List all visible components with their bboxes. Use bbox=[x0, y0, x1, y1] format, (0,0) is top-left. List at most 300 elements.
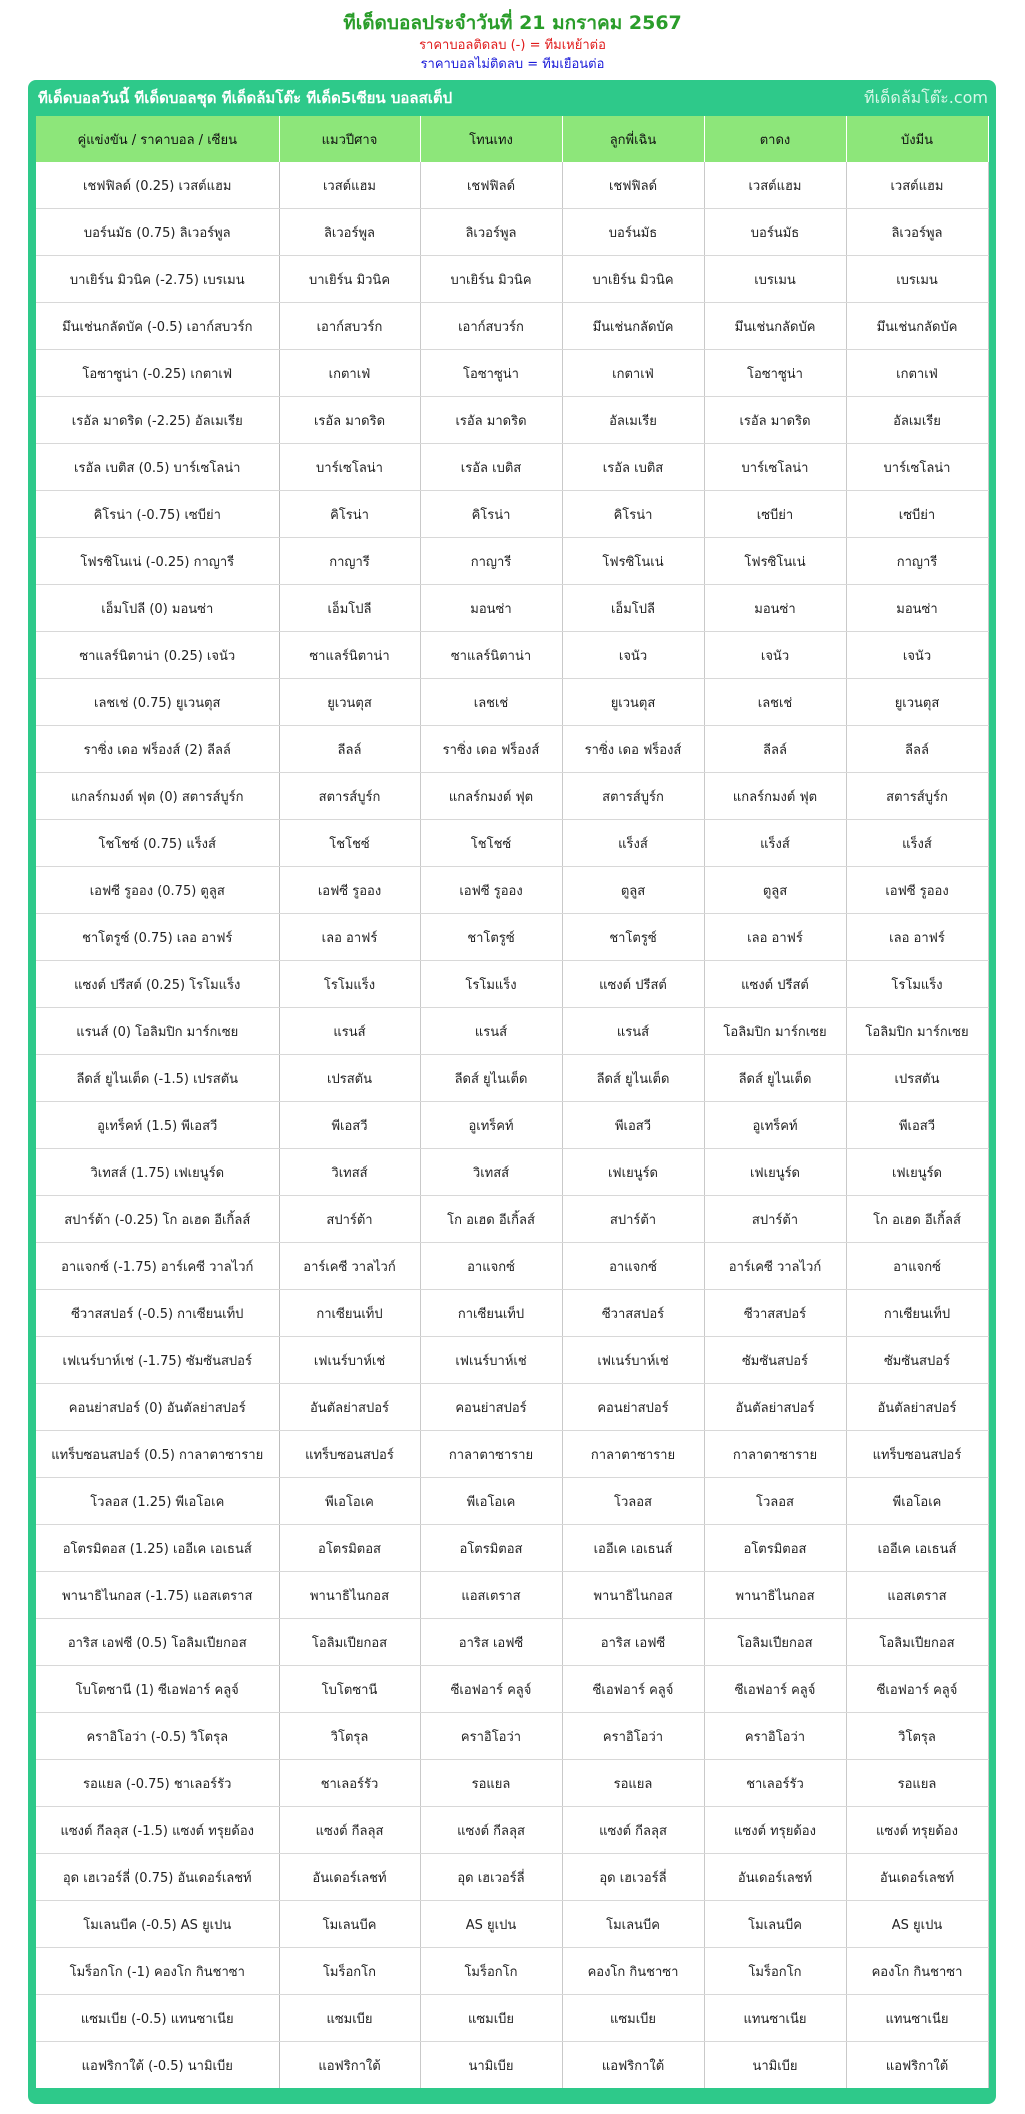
match-cell: แอฟริกาใต้ (-0.5) นามิเบีย bbox=[36, 2042, 279, 2089]
pick-cell: โมเลนบีค bbox=[279, 1901, 420, 1948]
pick-cell: อาร์เคซี วาลไวก์ bbox=[279, 1243, 420, 1290]
match-cell: วิเทสส์ (1.75) เฟเยนูร์ด bbox=[36, 1149, 279, 1196]
pick-cell: พานาธิไนกอส bbox=[279, 1572, 420, 1619]
pick-cell: ซัมซันสปอร์ bbox=[846, 1337, 988, 1384]
table-row bbox=[36, 1760, 988, 1807]
match-cell: เอ็มโปลี (0) มอนซ่า bbox=[36, 585, 279, 632]
pick-cell: ซีวาสสปอร์ bbox=[562, 1290, 704, 1337]
table-row bbox=[36, 1713, 988, 1760]
pick-cell: มอนซ่า bbox=[846, 585, 988, 632]
pick-cell: โมเลนบีค bbox=[562, 1901, 704, 1948]
pick-cell: อัลเมเรีย bbox=[846, 397, 988, 444]
pick-cell: แซงต์ กีลลุส bbox=[420, 1807, 562, 1854]
pick-cell: วิเทสส์ bbox=[279, 1149, 420, 1196]
pick-cell: แกลร์กมงต์ ฟุต bbox=[420, 773, 562, 820]
pick-cell: ยูเวนตุส bbox=[562, 679, 704, 726]
pick-cell: อาแจกซ์ bbox=[846, 1243, 988, 1290]
pick-cell: มึนเช่นกลัดบัค bbox=[846, 303, 988, 350]
pick-cell: เบรเมน bbox=[704, 256, 846, 303]
pick-cell: คราอิโอว่า bbox=[704, 1713, 846, 1760]
pick-cell: อูเทร็คท์ bbox=[420, 1102, 562, 1149]
pick-cell: กาลาตาซาราย bbox=[704, 1431, 846, 1478]
table-row bbox=[36, 1901, 988, 1948]
table-row bbox=[36, 1854, 988, 1901]
pick-cell: เรอัล มาดริด bbox=[704, 397, 846, 444]
match-cell: โบโตซานี (1) ซีเอฟอาร์ คลูจ์ bbox=[36, 1666, 279, 1713]
pick-cell: โชโชซ์ bbox=[279, 820, 420, 867]
pick-cell: เวสต์แฮม bbox=[846, 162, 988, 209]
pick-cell: แซงต์ ทรุยด้อง bbox=[704, 1807, 846, 1854]
match-cell: เอฟซี รูออง (0.75) ตูลูส bbox=[36, 867, 279, 914]
table-row bbox=[36, 726, 988, 773]
table-row bbox=[36, 1102, 988, 1149]
pick-cell: คอนย่าสปอร์ bbox=[562, 1384, 704, 1431]
pick-cell: คองโก กินชาซา bbox=[562, 1948, 704, 1995]
match-cell: เฟเนร์บาห์เช่ (-1.75) ซัมซันสปอร์ bbox=[36, 1337, 279, 1384]
pick-cell: ชาเลอร์รัว bbox=[704, 1760, 846, 1807]
pick-cell: อูเทร็คท์ bbox=[704, 1102, 846, 1149]
table-row bbox=[36, 1478, 988, 1525]
pick-cell: ซีเอฟอาร์ คลูจ์ bbox=[562, 1666, 704, 1713]
pick-cell: ลีลล์ bbox=[846, 726, 988, 773]
match-cell: โมร็อกโก (-1) คองโก กินชาซา bbox=[36, 1948, 279, 1995]
pick-cell: แซงต์ ปรีสต์ bbox=[704, 961, 846, 1008]
pick-cell: วิโตรุล bbox=[846, 1713, 988, 1760]
pick-cell: อโตรมิตอส bbox=[704, 1525, 846, 1572]
page-title: ทีเด็ดบอลประจำวันที่ 21 มกราคม 2567 bbox=[343, 12, 682, 34]
pick-cell: เลอ อาฟร์ bbox=[704, 914, 846, 961]
pick-cell: โรโมแร็ง bbox=[279, 961, 420, 1008]
pick-cell: กาญารี bbox=[846, 538, 988, 585]
pick-cell: โชโชซ์ bbox=[420, 820, 562, 867]
pick-cell: มึนเช่นกลัดบัค bbox=[562, 303, 704, 350]
table-row bbox=[36, 585, 988, 632]
pick-cell: บาร์เซโลน่า bbox=[704, 444, 846, 491]
table-row bbox=[36, 444, 988, 491]
pick-cell: โอซาซูน่า bbox=[704, 350, 846, 397]
tips-panel bbox=[28, 80, 996, 2104]
pick-cell: เรอัล เบติส bbox=[420, 444, 562, 491]
pick-cell: คองโก กินชาซา bbox=[846, 1948, 988, 1995]
match-cell: โมเลนบีค (-0.5) AS ยูเปน bbox=[36, 1901, 279, 1948]
pick-cell: โมร็อกโก bbox=[704, 1948, 846, 1995]
pick-cell: ตูลูส bbox=[562, 867, 704, 914]
pick-cell: แซงต์ ทรุยด้อง bbox=[846, 1807, 988, 1854]
pick-cell: เซบีย่า bbox=[846, 491, 988, 538]
pick-cell: เอาก์สบวร์ก bbox=[420, 303, 562, 350]
match-cell: บอร์นมัธ (0.75) ลิเวอร์พูล bbox=[36, 209, 279, 256]
pick-cell: ลิเวอร์พูล bbox=[420, 209, 562, 256]
pick-cell: ซาแลร์นิตาน่า bbox=[420, 632, 562, 679]
pick-cell: แอฟริกาใต้ bbox=[562, 2042, 704, 2089]
pick-cell: คราอิโอว่า bbox=[562, 1713, 704, 1760]
pick-cell: อาร์เคซี วาลไวก์ bbox=[704, 1243, 846, 1290]
pick-cell: เฟเนร์บาห์เช่ bbox=[562, 1337, 704, 1384]
pick-cell: สตารส์บูร์ก bbox=[279, 773, 420, 820]
table-body bbox=[36, 162, 988, 2088]
pick-cell: ตูลูส bbox=[704, 867, 846, 914]
pick-cell: คิโรน่า bbox=[562, 491, 704, 538]
pick-cell: คอนย่าสปอร์ bbox=[420, 1384, 562, 1431]
pick-cell: เอฟซี รูออง bbox=[279, 867, 420, 914]
pick-cell: พานาธิไนกอส bbox=[704, 1572, 846, 1619]
pick-cell: เฟเยนูร์ด bbox=[846, 1149, 988, 1196]
match-cell: คอนย่าสปอร์ (0) อันตัลย่าสปอร์ bbox=[36, 1384, 279, 1431]
column-header-expert: บังมีน bbox=[846, 116, 988, 162]
pick-cell: ซัมซันสปอร์ bbox=[704, 1337, 846, 1384]
pick-cell: อโตรมิตอส bbox=[420, 1525, 562, 1572]
match-cell: โอซาซูน่า (-0.25) เกตาเฟ่ bbox=[36, 350, 279, 397]
pick-cell: บอร์นมัธ bbox=[562, 209, 704, 256]
pick-cell: โอลิมเปียกอส bbox=[846, 1619, 988, 1666]
pick-cell: ลิเวอร์พูล bbox=[846, 209, 988, 256]
pick-cell: แรนส์ bbox=[279, 1008, 420, 1055]
pick-cell: กาลาตาซาราย bbox=[562, 1431, 704, 1478]
pick-cell: แซมเบีย bbox=[279, 1995, 420, 2042]
pick-cell: ลีดส์ ยูไนเต็ด bbox=[562, 1055, 704, 1102]
pick-cell: เลอ อาฟร์ bbox=[279, 914, 420, 961]
pick-cell: เกตาเฟ่ bbox=[562, 350, 704, 397]
match-cell: เชฟฟิลด์ (0.25) เวสต์แฮม bbox=[36, 162, 279, 209]
pick-cell: โอลิมปิก มาร์กเซย bbox=[704, 1008, 846, 1055]
pick-cell: เกตาเฟ่ bbox=[279, 350, 420, 397]
table-row bbox=[36, 1149, 988, 1196]
pick-cell: ลีดส์ ยูไนเต็ด bbox=[420, 1055, 562, 1102]
pick-cell: นามิเบีย bbox=[704, 2042, 846, 2089]
legend-minus: ราคาบอลติดลบ (-) = ทีมเหย้าต่อ bbox=[419, 38, 606, 53]
pick-cell: เอ็มโปลี bbox=[279, 585, 420, 632]
pick-cell: โอลิมปิก มาร์กเซย bbox=[846, 1008, 988, 1055]
pick-cell: กาเซียนเท็ป bbox=[420, 1290, 562, 1337]
table-row bbox=[36, 1431, 988, 1478]
pick-cell: เชฟฟิลด์ bbox=[562, 162, 704, 209]
pick-cell: แกลร์กมงต์ ฟุต bbox=[704, 773, 846, 820]
match-cell: เลชเช่ (0.75) ยูเวนตุส bbox=[36, 679, 279, 726]
table-row bbox=[36, 350, 988, 397]
match-cell: เรอัล มาดริด (-2.25) อัลเมเรีย bbox=[36, 397, 279, 444]
pick-cell: แอฟริกาใต้ bbox=[279, 2042, 420, 2089]
table-row bbox=[36, 1807, 988, 1854]
match-cell: ซาแลร์นิตาน่า (0.25) เจนัว bbox=[36, 632, 279, 679]
brand-logo: ทีเด็ดล้มโต๊ะ.com bbox=[864, 87, 988, 107]
pick-cell: สตารส์บูร์ก bbox=[846, 773, 988, 820]
column-header-match: คู่แข่งขัน / ราคาบอล / เซียน bbox=[36, 116, 279, 162]
match-cell: ซีวาสสปอร์ (-0.5) กาเซียนเท็ป bbox=[36, 1290, 279, 1337]
pick-cell: แซงต์ กีลลุส bbox=[562, 1807, 704, 1854]
match-cell: อาแจกซ์ (-1.75) อาร์เคซี วาลไวก์ bbox=[36, 1243, 279, 1290]
pick-cell: สตารส์บูร์ก bbox=[562, 773, 704, 820]
pick-cell: ซีเอฟอาร์ คลูจ์ bbox=[420, 1666, 562, 1713]
pick-cell: สปาร์ต้า bbox=[562, 1196, 704, 1243]
pick-cell: บาเยิร์น มิวนิค bbox=[279, 256, 420, 303]
table-row bbox=[36, 867, 988, 914]
pick-cell: เออีเค เอเธนส์ bbox=[846, 1525, 988, 1572]
pick-cell: แร็งส์ bbox=[704, 820, 846, 867]
pick-cell: กาญารี bbox=[279, 538, 420, 585]
pick-cell: โก อเฮด อีเกิ้ลส์ bbox=[846, 1196, 988, 1243]
pick-cell: แทนซาเนีย bbox=[846, 1995, 988, 2042]
pick-cell: ชาโตรูซ์ bbox=[420, 914, 562, 961]
pick-cell: นามิเบีย bbox=[420, 2042, 562, 2089]
pick-cell: ลีดส์ ยูไนเต็ด bbox=[704, 1055, 846, 1102]
pick-cell: เปรสตัน bbox=[279, 1055, 420, 1102]
pick-cell: เบรเมน bbox=[846, 256, 988, 303]
table-row bbox=[36, 1290, 988, 1337]
pick-cell: ซีวาสสปอร์ bbox=[704, 1290, 846, 1337]
page-header bbox=[0, 0, 1025, 74]
pick-cell: ซาแลร์นิตาน่า bbox=[279, 632, 420, 679]
pick-cell: ซีเอฟอาร์ คลูจ์ bbox=[704, 1666, 846, 1713]
match-cell: แซงต์ กีลลุส (-1.5) แซงต์ ทรุยด้อง bbox=[36, 1807, 279, 1854]
pick-cell: แอฟริกาใต้ bbox=[846, 2042, 988, 2089]
pick-cell: กาเซียนเท็ป bbox=[279, 1290, 420, 1337]
table-row bbox=[36, 679, 988, 726]
pick-cell: แร็งส์ bbox=[562, 820, 704, 867]
table-row bbox=[36, 1243, 988, 1290]
table-row bbox=[36, 397, 988, 444]
pick-cell: อุด เฮเวอร์ลี่ bbox=[420, 1854, 562, 1901]
pick-cell: วิโตรุล bbox=[279, 1713, 420, 1760]
pick-cell: เชฟฟิลด์ bbox=[420, 162, 562, 209]
legend-plus: ราคาบอลไม่ติดลบ = ทีมเยือนต่อ bbox=[420, 57, 605, 72]
match-cell: โวลอส (1.25) พีเอโอเค bbox=[36, 1478, 279, 1525]
table-row bbox=[36, 2042, 988, 2089]
match-cell: พานาธิไนกอส (-1.75) แอสเตราส bbox=[36, 1572, 279, 1619]
pick-cell: เอฟซี รูออง bbox=[846, 867, 988, 914]
pick-cell: อันเดอร์เลชท์ bbox=[846, 1854, 988, 1901]
pick-cell: สปาร์ต้า bbox=[704, 1196, 846, 1243]
pick-cell: เลชเช่ bbox=[704, 679, 846, 726]
match-cell: คิโรน่า (-0.75) เซบีย่า bbox=[36, 491, 279, 538]
pick-cell: แซมเบีย bbox=[562, 1995, 704, 2042]
pick-cell: เอฟซี รูออง bbox=[420, 867, 562, 914]
pick-cell: โมเลนบีค bbox=[704, 1901, 846, 1948]
table-row bbox=[36, 1525, 988, 1572]
pick-cell: เซบีย่า bbox=[704, 491, 846, 538]
pick-cell: แซมเบีย bbox=[420, 1995, 562, 2042]
table-row bbox=[36, 1337, 988, 1384]
match-cell: รอแยล (-0.75) ชาเลอร์รัว bbox=[36, 1760, 279, 1807]
pick-cell: บาร์เซโลน่า bbox=[279, 444, 420, 491]
match-cell: อุด เฮเวอร์ลี่ (0.75) อันเดอร์เลชท์ bbox=[36, 1854, 279, 1901]
pick-cell: แอสเตราส bbox=[420, 1572, 562, 1619]
pick-cell: โอซาซูน่า bbox=[420, 350, 562, 397]
table-row bbox=[36, 1384, 988, 1431]
table-row bbox=[36, 1666, 988, 1713]
pick-cell: ลีลล์ bbox=[704, 726, 846, 773]
pick-cell: มอนซ่า bbox=[704, 585, 846, 632]
table-row bbox=[36, 820, 988, 867]
table-row bbox=[36, 961, 988, 1008]
match-cell: แซงต์ ปรีสต์ (0.25) โรโมแร็ง bbox=[36, 961, 279, 1008]
panel-title-bar bbox=[28, 80, 996, 116]
pick-cell: เอ็มโปลี bbox=[562, 585, 704, 632]
pick-cell: เฟเนร์บาห์เช่ bbox=[420, 1337, 562, 1384]
pick-cell: ยูเวนตุส bbox=[846, 679, 988, 726]
column-header-expert: ลูกพี่เฉิน bbox=[562, 116, 704, 162]
pick-cell: พีเอโอเค bbox=[420, 1478, 562, 1525]
pick-cell: เลชเช่ bbox=[420, 679, 562, 726]
pick-cell: บาเยิร์น มิวนิค bbox=[420, 256, 562, 303]
table-row bbox=[36, 162, 988, 209]
match-cell: ลีดส์ ยูไนเต็ด (-1.5) เปรสตัน bbox=[36, 1055, 279, 1102]
pick-cell: เอาก์สบวร์ก bbox=[279, 303, 420, 350]
match-cell: โชโชซ์ (0.75) แร็งส์ bbox=[36, 820, 279, 867]
pick-cell: กาเซียนเท็ป bbox=[846, 1290, 988, 1337]
pick-cell: ลิเวอร์พูล bbox=[279, 209, 420, 256]
table-row bbox=[36, 1948, 988, 1995]
pick-cell: พานาธิไนกอส bbox=[562, 1572, 704, 1619]
pick-cell: เวสต์แฮม bbox=[279, 162, 420, 209]
pick-cell: โอลิมเปียกอส bbox=[704, 1619, 846, 1666]
table-row bbox=[36, 538, 988, 585]
pick-cell: อันเดอร์เลชท์ bbox=[279, 1854, 420, 1901]
pick-cell: โรโมแร็ง bbox=[420, 961, 562, 1008]
pick-cell: โวลอส bbox=[704, 1478, 846, 1525]
pick-cell: เลอ อาฟร์ bbox=[846, 914, 988, 961]
pick-cell: แร็งส์ bbox=[846, 820, 988, 867]
pick-cell: ชาโตรูซ์ bbox=[562, 914, 704, 961]
pick-cell: เรอัล เบติส bbox=[562, 444, 704, 491]
pick-cell: รอแยล bbox=[562, 1760, 704, 1807]
match-cell: มึนเช่นกลัดบัค (-0.5) เอาก์สบวร์ก bbox=[36, 303, 279, 350]
pick-cell: บาเยิร์น มิวนิค bbox=[562, 256, 704, 303]
match-cell: อโตรมิตอส (1.25) เออีเค เอเธนส์ bbox=[36, 1525, 279, 1572]
pick-cell: บอร์นมัธ bbox=[704, 209, 846, 256]
pick-cell: โมร็อกโก bbox=[420, 1948, 562, 1995]
pick-cell: พีเอสวี bbox=[279, 1102, 420, 1149]
pick-cell: อาแจกซ์ bbox=[562, 1243, 704, 1290]
pick-cell: วิเทสส์ bbox=[420, 1149, 562, 1196]
panel-title: ทีเด็ดบอลวันนี้ ทีเด็ดบอลชุด ทีเด็ดล้มโต๊ะ ทีเด็ด5เซียน บอลสเต็ป bbox=[38, 89, 453, 107]
pick-cell: บาร์เซโลน่า bbox=[846, 444, 988, 491]
pick-cell: โบโตซานี bbox=[279, 1666, 420, 1713]
pick-cell: มึนเช่นกลัดบัค bbox=[704, 303, 846, 350]
match-cell: บาเยิร์น มิวนิค (-2.75) เบรเมน bbox=[36, 256, 279, 303]
pick-cell: โวลอส bbox=[562, 1478, 704, 1525]
column-header-expert: ตาดง bbox=[704, 116, 846, 162]
pick-cell: เฟเยนูร์ด bbox=[562, 1149, 704, 1196]
pick-cell: อันตัลย่าสปอร์ bbox=[846, 1384, 988, 1431]
pick-cell: เรอัล มาดริด bbox=[420, 397, 562, 444]
pick-cell: กาลาตาซาราย bbox=[420, 1431, 562, 1478]
pick-cell: เฟเนร์บาห์เช่ bbox=[279, 1337, 420, 1384]
pick-cell: พีเอโอเค bbox=[846, 1478, 988, 1525]
pick-cell: อัลเมเรีย bbox=[562, 397, 704, 444]
column-header-expert: โทนเทง bbox=[420, 116, 562, 162]
table-row bbox=[36, 632, 988, 679]
pick-cell: กาญารี bbox=[420, 538, 562, 585]
pick-cell: โอลิมเปียกอส bbox=[279, 1619, 420, 1666]
pick-cell: คิโรน่า bbox=[279, 491, 420, 538]
pick-cell: เกตาเฟ่ bbox=[846, 350, 988, 397]
table-header-row bbox=[36, 116, 988, 162]
pick-cell: เปรสตัน bbox=[846, 1055, 988, 1102]
pick-cell: รอแยล bbox=[846, 1760, 988, 1807]
pick-cell: อันตัลย่าสปอร์ bbox=[704, 1384, 846, 1431]
pick-cell: โมร็อกโก bbox=[279, 1948, 420, 1995]
pick-cell: แซงต์ กีลลุส bbox=[279, 1807, 420, 1854]
pick-cell: โฟรซิโนเน่ bbox=[704, 538, 846, 585]
table-row bbox=[36, 1196, 988, 1243]
match-cell: โฟรซิโนเน่ (-0.25) กาญารี bbox=[36, 538, 279, 585]
match-cell: แรนส์ (0) โอลิมปิก มาร์กเซย bbox=[36, 1008, 279, 1055]
pick-cell: ราซิ่ง เดอ ฟร็องส์ bbox=[562, 726, 704, 773]
table-row bbox=[36, 1619, 988, 1666]
match-cell: แทร็บซอนสปอร์ (0.5) กาลาตาซาราย bbox=[36, 1431, 279, 1478]
pick-cell: แรนส์ bbox=[562, 1008, 704, 1055]
match-cell: สปาร์ต้า (-0.25) โก อเฮด อีเกิ้ลส์ bbox=[36, 1196, 279, 1243]
pick-cell: เจนัว bbox=[846, 632, 988, 679]
pick-cell: ราซิ่ง เดอ ฟร็องส์ bbox=[420, 726, 562, 773]
pick-cell: ซีเอฟอาร์ คลูจ์ bbox=[846, 1666, 988, 1713]
match-cell: แกลร์กมงต์ ฟุต (0) สตารส์บูร์ก bbox=[36, 773, 279, 820]
pick-cell: อาริส เอฟซี bbox=[420, 1619, 562, 1666]
table-row bbox=[36, 209, 988, 256]
pick-cell: AS ยูเปน bbox=[420, 1901, 562, 1948]
pick-cell: อาแจกซ์ bbox=[420, 1243, 562, 1290]
pick-cell: ลีลล์ bbox=[279, 726, 420, 773]
match-cell: ราซิ่ง เดอ ฟร็องส์ (2) ลีลล์ bbox=[36, 726, 279, 773]
pick-cell: AS ยูเปน bbox=[846, 1901, 988, 1948]
match-cell: ชาโตรูซ์ (0.75) เลอ อาฟร์ bbox=[36, 914, 279, 961]
pick-cell: เรอัล มาดริด bbox=[279, 397, 420, 444]
pick-cell: เออีเค เอเธนส์ bbox=[562, 1525, 704, 1572]
pick-cell: รอแยล bbox=[420, 1760, 562, 1807]
table-row bbox=[36, 773, 988, 820]
pick-cell: อโตรมิตอส bbox=[279, 1525, 420, 1572]
table-row bbox=[36, 303, 988, 350]
pick-cell: แอสเตราส bbox=[846, 1572, 988, 1619]
match-cell: อูเทร็คท์ (1.5) พีเอสวี bbox=[36, 1102, 279, 1149]
table-row bbox=[36, 491, 988, 538]
pick-cell: อาริส เอฟซี bbox=[562, 1619, 704, 1666]
column-header-expert: แมวปีศาจ bbox=[279, 116, 420, 162]
pick-cell: โก อเฮด อีเกิ้ลส์ bbox=[420, 1196, 562, 1243]
table-row bbox=[36, 1008, 988, 1055]
table-row bbox=[36, 1055, 988, 1102]
pick-cell: ยูเวนตุส bbox=[279, 679, 420, 726]
pick-cell: โรโมแร็ง bbox=[846, 961, 988, 1008]
pick-cell: พีเอโอเค bbox=[279, 1478, 420, 1525]
pick-cell: เฟเยนูร์ด bbox=[704, 1149, 846, 1196]
match-cell: อาริส เอฟซี (0.5) โอลิมเปียกอส bbox=[36, 1619, 279, 1666]
pick-cell: แทนซาเนีย bbox=[704, 1995, 846, 2042]
pick-cell: สปาร์ต้า bbox=[279, 1196, 420, 1243]
match-cell: เรอัล เบติส (0.5) บาร์เซโลน่า bbox=[36, 444, 279, 491]
table-row bbox=[36, 914, 988, 961]
table-row bbox=[36, 1572, 988, 1619]
pick-cell: คิโรน่า bbox=[420, 491, 562, 538]
tips-table bbox=[36, 116, 989, 2088]
pick-cell: อันตัลย่าสปอร์ bbox=[279, 1384, 420, 1431]
pick-cell: ชาเลอร์รัว bbox=[279, 1760, 420, 1807]
pick-cell: เวสต์แฮม bbox=[704, 162, 846, 209]
pick-cell: พีเอสวี bbox=[562, 1102, 704, 1149]
pick-cell: แรนส์ bbox=[420, 1008, 562, 1055]
pick-cell: เจนัว bbox=[562, 632, 704, 679]
table-row bbox=[36, 256, 988, 303]
pick-cell: โฟรซิโนเน่ bbox=[562, 538, 704, 585]
pick-cell: มอนซ่า bbox=[420, 585, 562, 632]
pick-cell: แทร็บซอนสปอร์ bbox=[279, 1431, 420, 1478]
pick-cell: เจนัว bbox=[704, 632, 846, 679]
match-cell: คราอิโอว่า (-0.5) วิโตรุล bbox=[36, 1713, 279, 1760]
pick-cell: อันเดอร์เลชท์ bbox=[704, 1854, 846, 1901]
pick-cell: พีเอสวี bbox=[846, 1102, 988, 1149]
table-row bbox=[36, 1995, 988, 2042]
pick-cell: แซงต์ ปรีสต์ bbox=[562, 961, 704, 1008]
